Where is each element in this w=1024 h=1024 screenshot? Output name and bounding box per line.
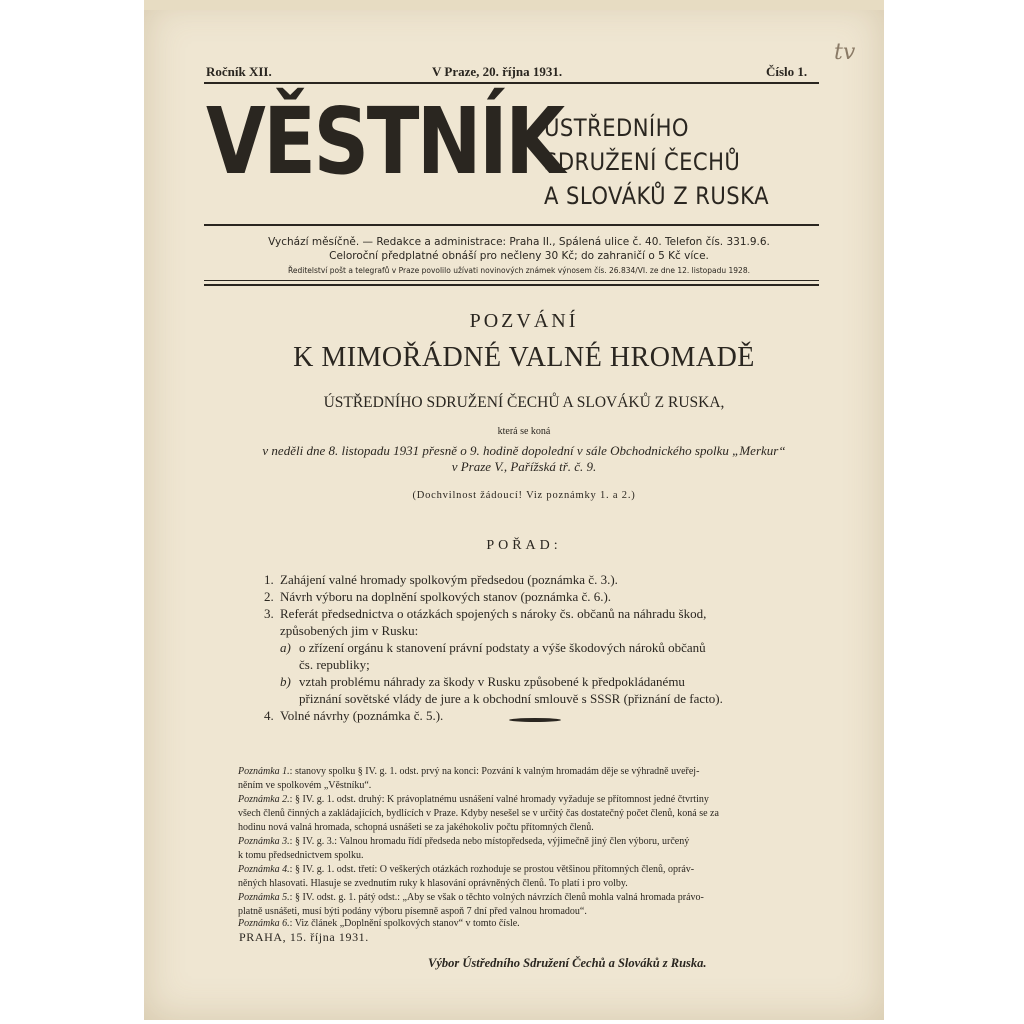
note-label: Poznámka 5. [238,892,290,903]
header-rule [204,82,819,84]
note-text: hodinu nová valná hromada, schopná usnášeti se za jakéhokoliv počtu přítomných členů. [238,822,594,833]
masthead-subtitle-2: SDRUŽENÍ ČECHŮ [544,148,741,176]
committee-signature: Výbor Ústředního Sdružení Čechů a Slováků z Ruska. [428,956,707,970]
agenda-sub-item: o zřízení orgánu k stanovení právní podstaty a výše škodových nároků občanů [299,640,706,655]
note-text: : § IV. g. 3.: Valnou hromadu řídí předseda nebo místopředseda, výjimečně jiný člen výboru, určený [289,836,690,847]
agenda-sub-label: b) [280,674,291,689]
agenda-sub-cont: čs. republiky; [299,657,370,672]
issue-number: Číslo 1. [766,64,808,79]
publication-info: Vychází měsíčně. — Redakce a administrace: Praha II., Spálená ulice č. 40. Telefon čís. 331.9.6. [268,236,770,248]
note-line [238,836,689,847]
organization-name: ÚSTŘEDNÍHO SDRUŽENÍ ČECHŮ A SLOVÁKŮ Z RUSKA, [323,394,725,411]
signing-place-date: PRAHA, 15. října 1931. [239,930,369,944]
ornament-divider [509,718,561,722]
note-line [238,864,694,875]
volume-number: Ročník XII. [206,64,272,79]
agenda-item: Zahájení valné hromady spolkovým předsedou (poznámka č. 3.). [280,572,618,587]
note-line [238,878,628,889]
masthead-subtitle-1: ÚSTŘEDNÍHO [544,114,689,142]
note-text: něných hlasovati. Hlasuje se zvednutím ruky k hlasování oprávněných členů. To platí i pro volby. [238,878,628,889]
note-line [238,892,704,903]
note-text: : § IV. odst. g. 1. pátý odst.: „Aby se však o těchto volných návrzích členů mohla valná hromada právo- [289,892,704,903]
issue-date: V Praze, 20. října 1931. [432,64,563,79]
postal-permit: Ředitelství pošt a telegrafů v Praze povolilo užívati novinových známek výnosem čís. 26.834/VI. ze dne 12. listopadu 1928. [288,266,750,275]
note-line [238,766,699,777]
agenda-num: 3. [264,606,274,621]
agenda-num: 4. [264,708,274,723]
note-label: Poznámka 6. [238,918,290,929]
note-line [238,918,520,929]
handwritten-mark: tv [834,40,856,65]
attendance-note: (Dochvilnost žádoucí! Viz poznámky 1. a 2.) [412,490,636,501]
note-text: : stanovy spolku § IV. g. 1. odst. prvý na konci: Pozvání k valným hromadám děje se výhradně uveřej- [289,766,700,777]
note-text: k tomu předsednictvem spolku. [238,850,364,861]
subscription-info: Celoroční předplatné obnáší pro nečleny 30 Kč; do zahraničí o 5 Kč více. [329,250,709,262]
agenda-sub-item: vztah problému náhrady za škody v Rusku způsobené k předpokládanému [299,674,685,689]
invitation-title: K MIMOŘÁDNÉ VALNÉ HROMADĚ [293,342,755,373]
info-rule-top [204,280,819,281]
newspaper-page [144,0,884,1020]
agenda-num: 2. [264,589,274,604]
agenda-heading: POŘAD: [486,538,562,553]
held-text: která se koná [497,426,551,437]
note-line [238,850,364,861]
masthead-title: VĚSTNÍK [206,88,563,195]
meeting-address: v Praze V., Pařížská tř. č. 9. [451,459,597,474]
note-text: všech členů činných a zakládajících, bydlících v Praze. Kdyby nesešel se v určitý čas dostatečný počet členů, koná se za [238,808,719,819]
note-line [238,780,371,791]
agenda-item: Návrh výboru na doplnění spolkových stanov (poznámka č. 6.). [280,589,612,604]
meeting-time-place: v neděli dne 8. listopadu 1931 přesně o 9. hodině dopolední v sále Obchodnického spolku „Merkur“ [262,443,786,458]
note-label: Poznámka 1. [238,766,290,777]
agenda-item: Volné návrhy (poznámka č. 5.). [280,708,444,723]
note-text: platně usnášeti, musí býti podány výboru písemně aspoň 7 dní před valnou hromadou“. [238,906,587,917]
note-text: : § IV. g. 1. odst. druhý: K právoplatnému usnášení valné hromady vyžaduje se přítomnost jedné čtvrtiny [289,794,709,805]
note-line [238,794,709,805]
note-label: Poznámka 2. [238,794,290,805]
masthead-rule [204,224,819,226]
info-rule-bottom [204,284,819,286]
note-text: : § IV. g. 1. odst. třetí: O veškerých otázkách rozhoduje se prostou většinou přítomných členů, opráv- [289,864,695,875]
agenda-num: 1. [264,572,274,587]
masthead-subtitle-3: A SLOVÁKŮ Z RUSKA [544,182,769,210]
agenda-item-cont: způsobených jim v Rusku: [280,623,419,638]
torn-top-edge [144,0,884,10]
note-text: něním ve spolkovém „Věstníku“. [238,780,372,791]
note-text: : Viz článek „Doplnění spolkových stanov“ v tomto čísle. [289,918,520,929]
agenda-item: Referát předsednictva o otázkách spojených s nároky čs. občanů na náhradu škod, [280,606,707,621]
note-line [238,808,719,819]
note-label: Poznámka 3. [238,836,290,847]
note-label: Poznámka 4. [238,864,290,875]
invitation-heading: POZVÁNÍ [469,310,579,332]
note-line [238,906,587,917]
agenda-sub-cont: přiznání sovětské vlády de jure a k obchodní smlouvě s SSSR (přiznání de facto). [299,691,723,706]
note-line [238,822,594,833]
agenda-sub-label: a) [280,640,291,655]
